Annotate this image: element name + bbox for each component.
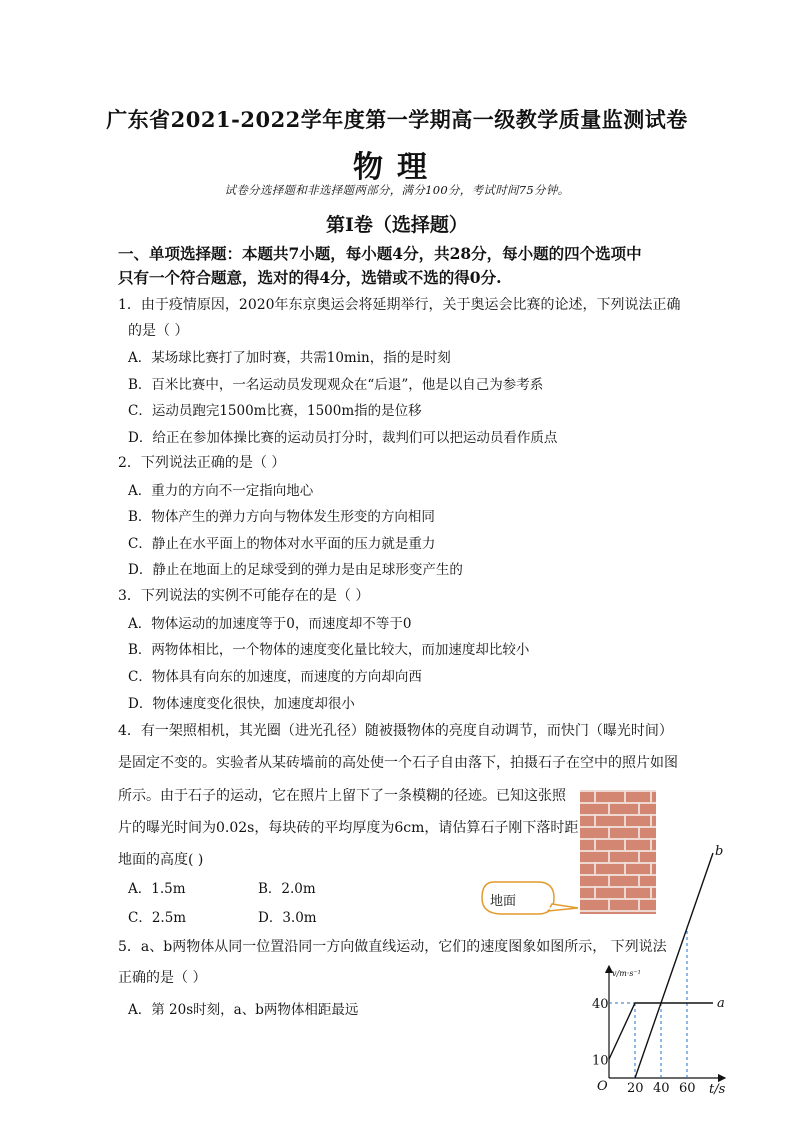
q5-line-1: 5．a、b两物体从同一位置沿同一方向做直线运动，它们的速度图象如图所示， 下列说法 — [118, 939, 667, 955]
x-tick-60: 60 — [679, 1081, 696, 1096]
q3-option-b: B．两物体相比，一个物体的速度变化量比较大，而加速度却比较小 — [128, 642, 530, 658]
subject-title: 物理 — [353, 150, 441, 185]
q1-option-b: B．百米比赛中，一名运动员发现观众在“后退”，他是以自己为参考系 — [128, 377, 544, 393]
q4-option-a: A．1.5m — [128, 881, 186, 897]
q2-option-b: B．物体产生的弹力方向与物体发生形变的方向相同 — [128, 509, 435, 525]
q4-line-2: 是固定不变的。实验者从某砖墙前的高处使一个石子自由落下，拍摄石子在空中的照片如图 — [118, 755, 678, 771]
exam-note: 试卷分选择题和非选择题两部分，满分100分，考试时间75分钟。 — [224, 183, 570, 197]
x-tick-40: 40 — [653, 1081, 670, 1096]
y-tick-10: 10 — [592, 1053, 609, 1069]
instructions-line-1: 一、单项选择题：本题共7小题，每小题4分，共28分，每小题的四个选项中 — [118, 244, 642, 263]
x-axis-label: t/s — [709, 1082, 726, 1097]
section-title: 第Ⅰ卷（选择题） — [326, 214, 468, 236]
q4-option-c: C．2.5m — [128, 910, 187, 926]
q2-option-d: D．静止在地面上的足球受到的弹力是由足球形变产生的 — [128, 562, 463, 578]
q4-line-5: 地面的高度( ) — [118, 852, 204, 868]
q5-option-a: A．第 20s时刻，a、b两物体相距最远 — [128, 1002, 359, 1018]
origin-label: O — [597, 1079, 608, 1094]
q4-line-4: 片的曝光时间为0.02s，每块砖的平均厚度为6cm，请估算石子刚下落时距 — [118, 820, 579, 836]
series-b-label: b — [715, 844, 724, 859]
q5-line-2: 正确的是（ ） — [118, 970, 207, 986]
q3-option-a: A．物体运动的加速度等于0，而速度却不等于0 — [128, 616, 412, 632]
q3-option-c: C．物体具有向东的加速度，而速度的方向却向西 — [128, 669, 422, 685]
x-tick-20: 20 — [627, 1081, 644, 1096]
brick-wall-image — [580, 790, 656, 914]
series-a-label: a — [717, 996, 725, 1011]
q1-stem-line-2: 的是（ ） — [128, 323, 189, 339]
q4-option-b: B．2.0m — [258, 881, 316, 897]
q1-option-d: D．给正在参加体操比赛的运动员打分时，裁判们可以把运动员看作质点 — [128, 430, 558, 446]
q3-stem: 3．下列说法的实例不可能存在的是（ ） — [118, 588, 370, 604]
q1-option-c: C．运动员跑完1500m比赛，1500m指的是位移 — [128, 403, 422, 419]
instructions-line-2: 只有一个符合题意，选对的得4分，选错或不选的得0分. — [118, 268, 502, 287]
exam-title: 广东省2021-2022学年度第一学期高一级教学质量监测试卷 — [106, 107, 688, 132]
q3-option-d: D．物体速度变化很快，加速度却很小 — [128, 696, 355, 712]
q2-stem: 2．下列说法正确的是（ ） — [118, 455, 286, 471]
q2-option-c: C．静止在水平面上的物体对水平面的压力就是重力 — [128, 536, 436, 552]
q4-option-d: D．3.0m — [258, 910, 317, 926]
q1-option-a: A．某场球比赛打了加时赛，共需10min，指的是时刻 — [128, 350, 451, 366]
velocity-time-graph — [585, 844, 730, 1098]
ground-label: 地面 — [490, 894, 517, 909]
y-axis-label: v/m·s⁻¹ — [612, 969, 641, 978]
q4-line-3: 所示。由于石子的运动，它在照片上留下了一条模糊的径迹。已知这张照 — [118, 788, 566, 804]
q2-option-a: A．重力的方向不一定指向地心 — [128, 483, 314, 499]
q4-line-1: 4．有一架照相机，其光圈（进光孔径）随被摄物体的亮度自动调节，而快门（曝光时间） — [118, 723, 673, 739]
q1-stem-line-1: 1．由于疫情原因，2020年东京奥运会将延期举行，关于奥运会比赛的论述，下列说法正确 — [118, 297, 681, 313]
y-tick-40: 40 — [592, 997, 609, 1012]
